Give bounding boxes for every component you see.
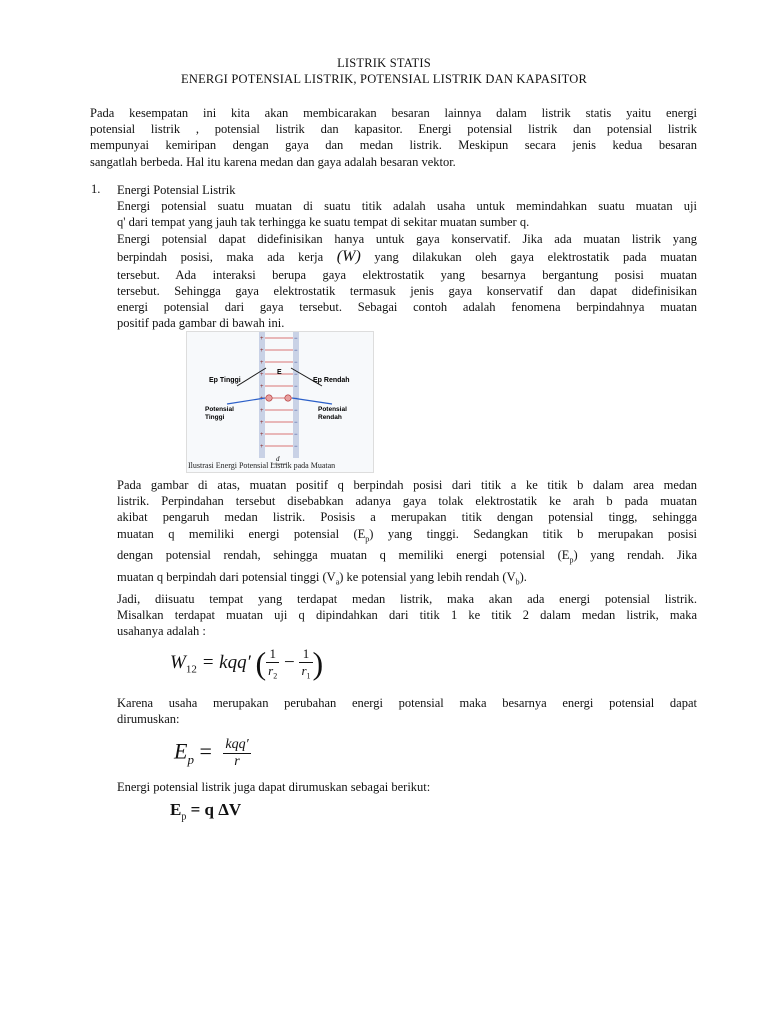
potensial-rendah-label-1: Potensial	[318, 406, 347, 413]
field-diagram	[187, 332, 373, 472]
para-line: dirumuskan:	[117, 712, 180, 727]
field-lines	[265, 338, 293, 446]
field-label: E	[277, 369, 282, 376]
para-line: akibat pengaruh medan listrik. Posisis a merupakan titik dengan potensial tingg, sehingga	[117, 510, 697, 525]
para-line: Jadi, diisuatu tempat yang terdapat medan listrik, maka akan ada energi potensial listrik.	[117, 591, 697, 606]
svg-text:−: −	[294, 396, 298, 402]
para-line: Karena usaha merupakan perubahan energi potensial maka besarnya energi potensial dapat	[117, 696, 697, 710]
svg-text:+: +	[260, 432, 264, 438]
para-line: Energi potensial listrik juga dapat dirumuskan sebagai berikut:	[117, 780, 431, 794]
potensial-tinggi-label-1: Potensial	[205, 406, 234, 413]
para-line: Misalkan terdapat muatan uji q dipindahkan dari titik 1 ke titik 2 dalam medan listrik, maka	[117, 607, 697, 622]
para-line-ep-low: dengan potensial rendah, sehingga muatan q memiliki energi potensial $(E_p)$ yang rendah. Jika	[117, 548, 698, 565]
svg-text:+: +	[260, 360, 264, 366]
section-line: Energi potensial suatu muatan di suatu titik adalah usaha untuk memindahkan suatu muatan uji	[117, 199, 697, 214]
para-line: usahanya adalah :	[117, 624, 206, 639]
intro-line: potensial listrik , potensial listrik dan kapasitor. Energi potensial listrik dan potensial listrik	[90, 122, 697, 137]
svg-text:−: −	[294, 372, 298, 378]
svg-text:−: −	[294, 348, 298, 354]
figure-explanation	[117, 477, 697, 639]
section-line: energi potensial dari gaya tersebut. Sebagai contoh adalah fenomena berpindahnya muatan	[117, 300, 697, 315]
svg-text:−: −	[294, 432, 298, 438]
intro-line: sangatlah berbeda. Hal itu karena medan dan gaya adalah besaran vektor.	[90, 154, 456, 169]
section-heading: Energi Potensial Listrik	[117, 183, 236, 197]
svg-text:+: +	[260, 396, 264, 402]
section-line: tersebut. Sehingga gaya elektrostatik termasuk jenis gaya konservatif dan dapat didefinisikan	[117, 284, 697, 299]
svg-text:+: +	[260, 336, 264, 342]
ep-tinggi-label: Ep Tinggi	[209, 377, 241, 384]
para-line: Pada gambar di atas, muatan positif q berpindah posisi dari titik a ke titik b dalam area medan	[117, 478, 697, 492]
para-line-ep-high: muatan q memiliki energi potensial $(E_p)$ yang tinggi. Sedangkan titik b merupakan posisi	[117, 526, 697, 544]
svg-text:−: −	[294, 444, 298, 450]
para-line: listrik. Perpindahan tersebut disebabkan adanya gaya tolak elektrostatik ke arah b pada muatan	[117, 494, 697, 509]
energy-paragraph	[117, 695, 697, 727]
svg-text:−: −	[294, 384, 298, 390]
potensial-rendah-label-2: Rendah	[318, 414, 342, 421]
section-line: Energi potensial dapat didefinisikan hanya untuk gaya konservatif. Jika ada muatan listrik yang	[117, 231, 697, 246]
svg-text:+: +	[260, 408, 264, 414]
svg-text:+: +	[260, 384, 264, 390]
blue-arrows	[227, 398, 332, 404]
charge-a	[266, 395, 272, 401]
electric-potential-figure	[186, 331, 374, 473]
para-line-va-vb: muatan q berpindah dari potensial tinggi $(V_a)$ ke potensial yang lebih rendah $(V_b)$.	[117, 570, 527, 587]
intro-line: Pada kesempatan ini kita akan membicarakan besaran lainnya dalam listrik statis yaitu energi	[90, 106, 697, 120]
section-line: tersebut. Ada interaksi berupa gaya elektrostatik yang besarnya bergantung posisi muatan	[117, 267, 697, 282]
potensial-tinggi-label-2: Tinggi	[205, 414, 225, 421]
section-1-body	[117, 182, 697, 332]
doc-subtitle: ENERGI POTENSIAL LISTRIK, POTENSIAL LISTRIK DAN KAPASITOR	[181, 72, 587, 86]
svg-text:−: −	[294, 420, 298, 426]
intro-line: mempunyai kemiripan dengan gaya dan medan listrik. Meskipun secara jenis kedua besaran	[90, 138, 697, 153]
work-formula: $W_{12} = kqq'$ ( $\frac{1}{r_2}$ − $\frac{1}{r_1}$ )	[170, 645, 324, 681]
fraction-2: $\frac{1}{r_1}$	[301, 646, 311, 681]
fraction-kqq-r: $\frac{\text{kqq′}}{r}$	[225, 737, 249, 769]
svg-text:+: +	[260, 372, 264, 378]
fraction-1: $\frac{1}{r_2}$	[268, 646, 278, 681]
potential-difference-formula: $E_p = q$ ΔV	[170, 800, 242, 823]
svg-text:+: +	[260, 420, 264, 426]
alt-formula-intro	[117, 779, 697, 795]
figure-caption: Ilustrasi Energi Potensial Listrik pada Muatan	[188, 461, 336, 470]
section-line-with-w: berpindah posisi, maka ada kerja (W) yang dilakukan oleh gaya elektrostatik pada muatan	[117, 247, 698, 265]
svg-text:−: −	[294, 336, 298, 342]
potential-energy-formula: $E_p$ = $\frac{\text{kqq′}}{r}$	[174, 737, 249, 769]
charge-b	[285, 395, 291, 401]
section-line: positif pada gambar di bawah ini.	[117, 316, 285, 331]
svg-text:+: +	[260, 444, 264, 450]
distance-label: d	[276, 455, 280, 463]
svg-text:+: +	[260, 348, 264, 354]
work-symbol: (W)	[336, 247, 361, 265]
ep-rendah-label: Ep Rendah	[313, 377, 350, 384]
list-number: 1.	[91, 182, 101, 196]
section-line: q' dari tempat yang jauh tak terhingga ke suatu tempat di sekitar muatan sumber q.	[117, 215, 530, 230]
doc-title: LISTRIK STATIS	[337, 56, 431, 70]
svg-text:−: −	[294, 408, 298, 414]
svg-text:−: −	[294, 360, 298, 366]
intro-paragraph	[90, 105, 697, 170]
